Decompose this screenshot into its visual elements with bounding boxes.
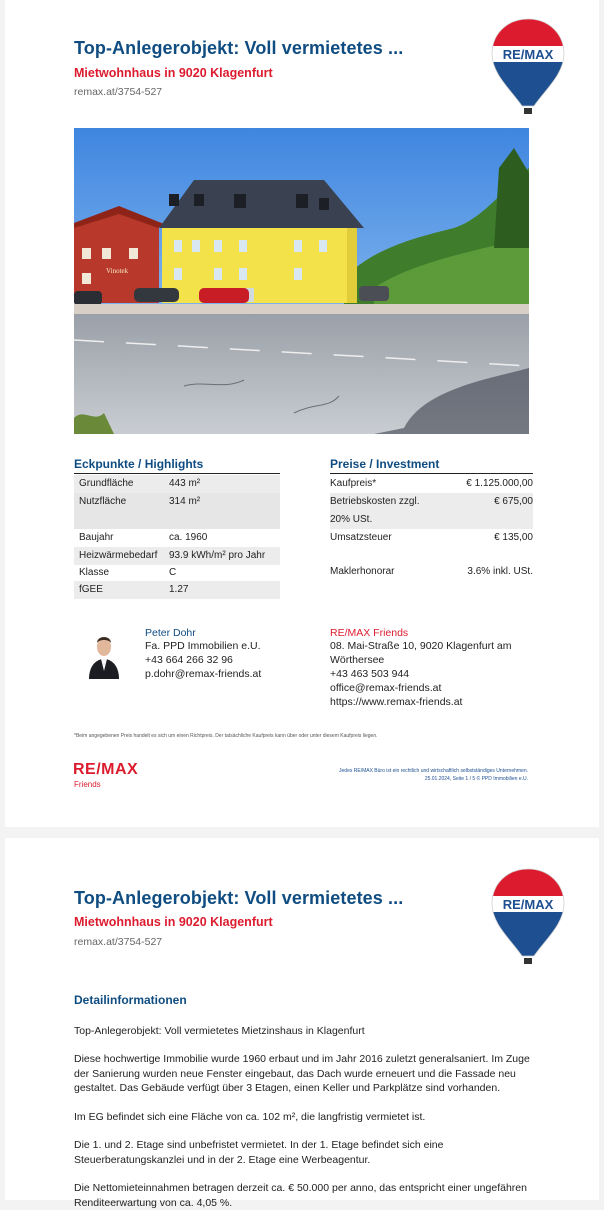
office-website-link[interactable]: https://www.remax-friends.at [330, 696, 463, 708]
preise-heading: Preise / Investment [330, 457, 533, 474]
agent-portrait-avatar [83, 627, 125, 679]
office-address-line-1: 08. Mai-Straße 10, 9020 Klagenfurt am [330, 640, 512, 652]
balloon-label: RE/MAX [502, 897, 554, 912]
detail-paragraph: Diese hochwertige Immobilie wurde 1960 erbaut und im Jahr 2016 zuletzt generalsaniert. Im Zuge der Sanierung wurden neue Fenster eingebaut, das Dach wurde erneuert und die Fassade neu gestaltet. Das Gebäude verfügt über 3 Etagen, einen Keller und Parkplätze sind vorhanden. [74, 1053, 530, 1094]
agent-email[interactable]: p.dohr@remax-friends.at [145, 668, 262, 680]
eckpunkte-table [74, 475, 280, 600]
agent-company: Fa. PPD Immobilien e.U. [145, 640, 261, 652]
preise-table [330, 475, 533, 585]
table-row: Kaufpreis* € 1.125.000,00 [330, 478, 533, 489]
table-row: fGEE 1.27 [74, 581, 280, 599]
listing-reference: remax.at/3754-527 [74, 86, 163, 98]
footer-remax-logo: RE/MAX [73, 761, 139, 778]
page-subtitle: Mietwohnhaus in 9020 Klagenfurt [74, 915, 273, 929]
property-photo [74, 128, 529, 434]
table-row: Baujahr ca. 1960 [79, 532, 208, 543]
footer-page-info: 25.01.2024, Seite 1 / 5 © PPD Immobilien e.U. [424, 776, 528, 782]
office-phone[interactable]: +43 463 503 944 [330, 668, 410, 680]
table-row: Klasse C [79, 567, 177, 578]
eckpunkte-heading: Eckpunkte / Highlights [74, 457, 280, 474]
table-row: Betriebskosten zzgl. € 675,00 20% USt. [330, 493, 533, 529]
expose-page-1 [5, 0, 599, 827]
office-address-line-2: Wörthersee [330, 654, 385, 666]
detail-heading: Detailinformationen [74, 993, 187, 1007]
agent-name: Peter Dohr [145, 627, 196, 639]
table-row: Maklerhonorar 3.6% inkl. USt. [330, 566, 533, 577]
balloon-label: RE/MAX [502, 47, 554, 62]
remax-balloon-logo-icon [489, 866, 567, 966]
page-title: Top-Anlegerobjekt: Voll vermietetes ... [74, 38, 404, 58]
detail-paragraph: Die 1. und 2. Etage sind unbefristet vermietet. In der 1. Etage befindet sich eine Steuerberatungskanzlei und in der 2. Etage eine Werbeagentur. [74, 1139, 444, 1166]
detail-paragraph: Im EG befindet sich eine Fläche von ca. 102 m², die langfristig vermietet ist. [74, 1111, 426, 1123]
office-email[interactable]: office@remax-friends.at [330, 682, 442, 694]
photo-sign-text: Vinotek [106, 267, 129, 275]
detail-paragraph: Top-Anlegerobjekt: Voll vermietetes Mietzinshaus in Klagenfurt [74, 1025, 365, 1037]
table-row: Grundfläche 443 m² [74, 475, 280, 493]
table-row: Heizwärmebedarf 93.9 kWh/m² pro Jahr [74, 547, 280, 565]
agent-phone[interactable]: +43 664 266 32 96 [145, 654, 233, 666]
remax-balloon-logo-icon [489, 16, 567, 116]
price-disclaimer: *Beim angegebenen Preis handelt es sich um einen Richtpreis. Der tatsächliche Kaufpreis kann über oder unter diesem Kaufpreis liegen. [74, 733, 378, 739]
page-title: Top-Anlegerobjekt: Voll vermietetes ... [74, 888, 404, 908]
table-row: Nutzfläche 314 m² [74, 493, 280, 529]
table-row: Umsatzsteuer € 135,00 [330, 532, 533, 543]
footer-logo-sub: Friends [74, 780, 101, 789]
detail-paragraph: Die Nettomieteinnahmen betragen derzeit ca. € 50.000 per anno, das entspricht einer ungefähren Renditeerwartung von ca. 4,05 %. [74, 1182, 527, 1209]
listing-reference: remax.at/3754-527 [74, 936, 163, 948]
expose-page-2 [5, 838, 599, 1209]
page-subtitle: Mietwohnhaus in 9020 Klagenfurt [74, 66, 273, 80]
footer-legal-note: Jedes RE/MAX Büro ist ein rechtlich und wirtschaftlich selbstständiges Unternehmen. [339, 768, 528, 774]
office-name: RE/MAX Friends [330, 627, 409, 639]
